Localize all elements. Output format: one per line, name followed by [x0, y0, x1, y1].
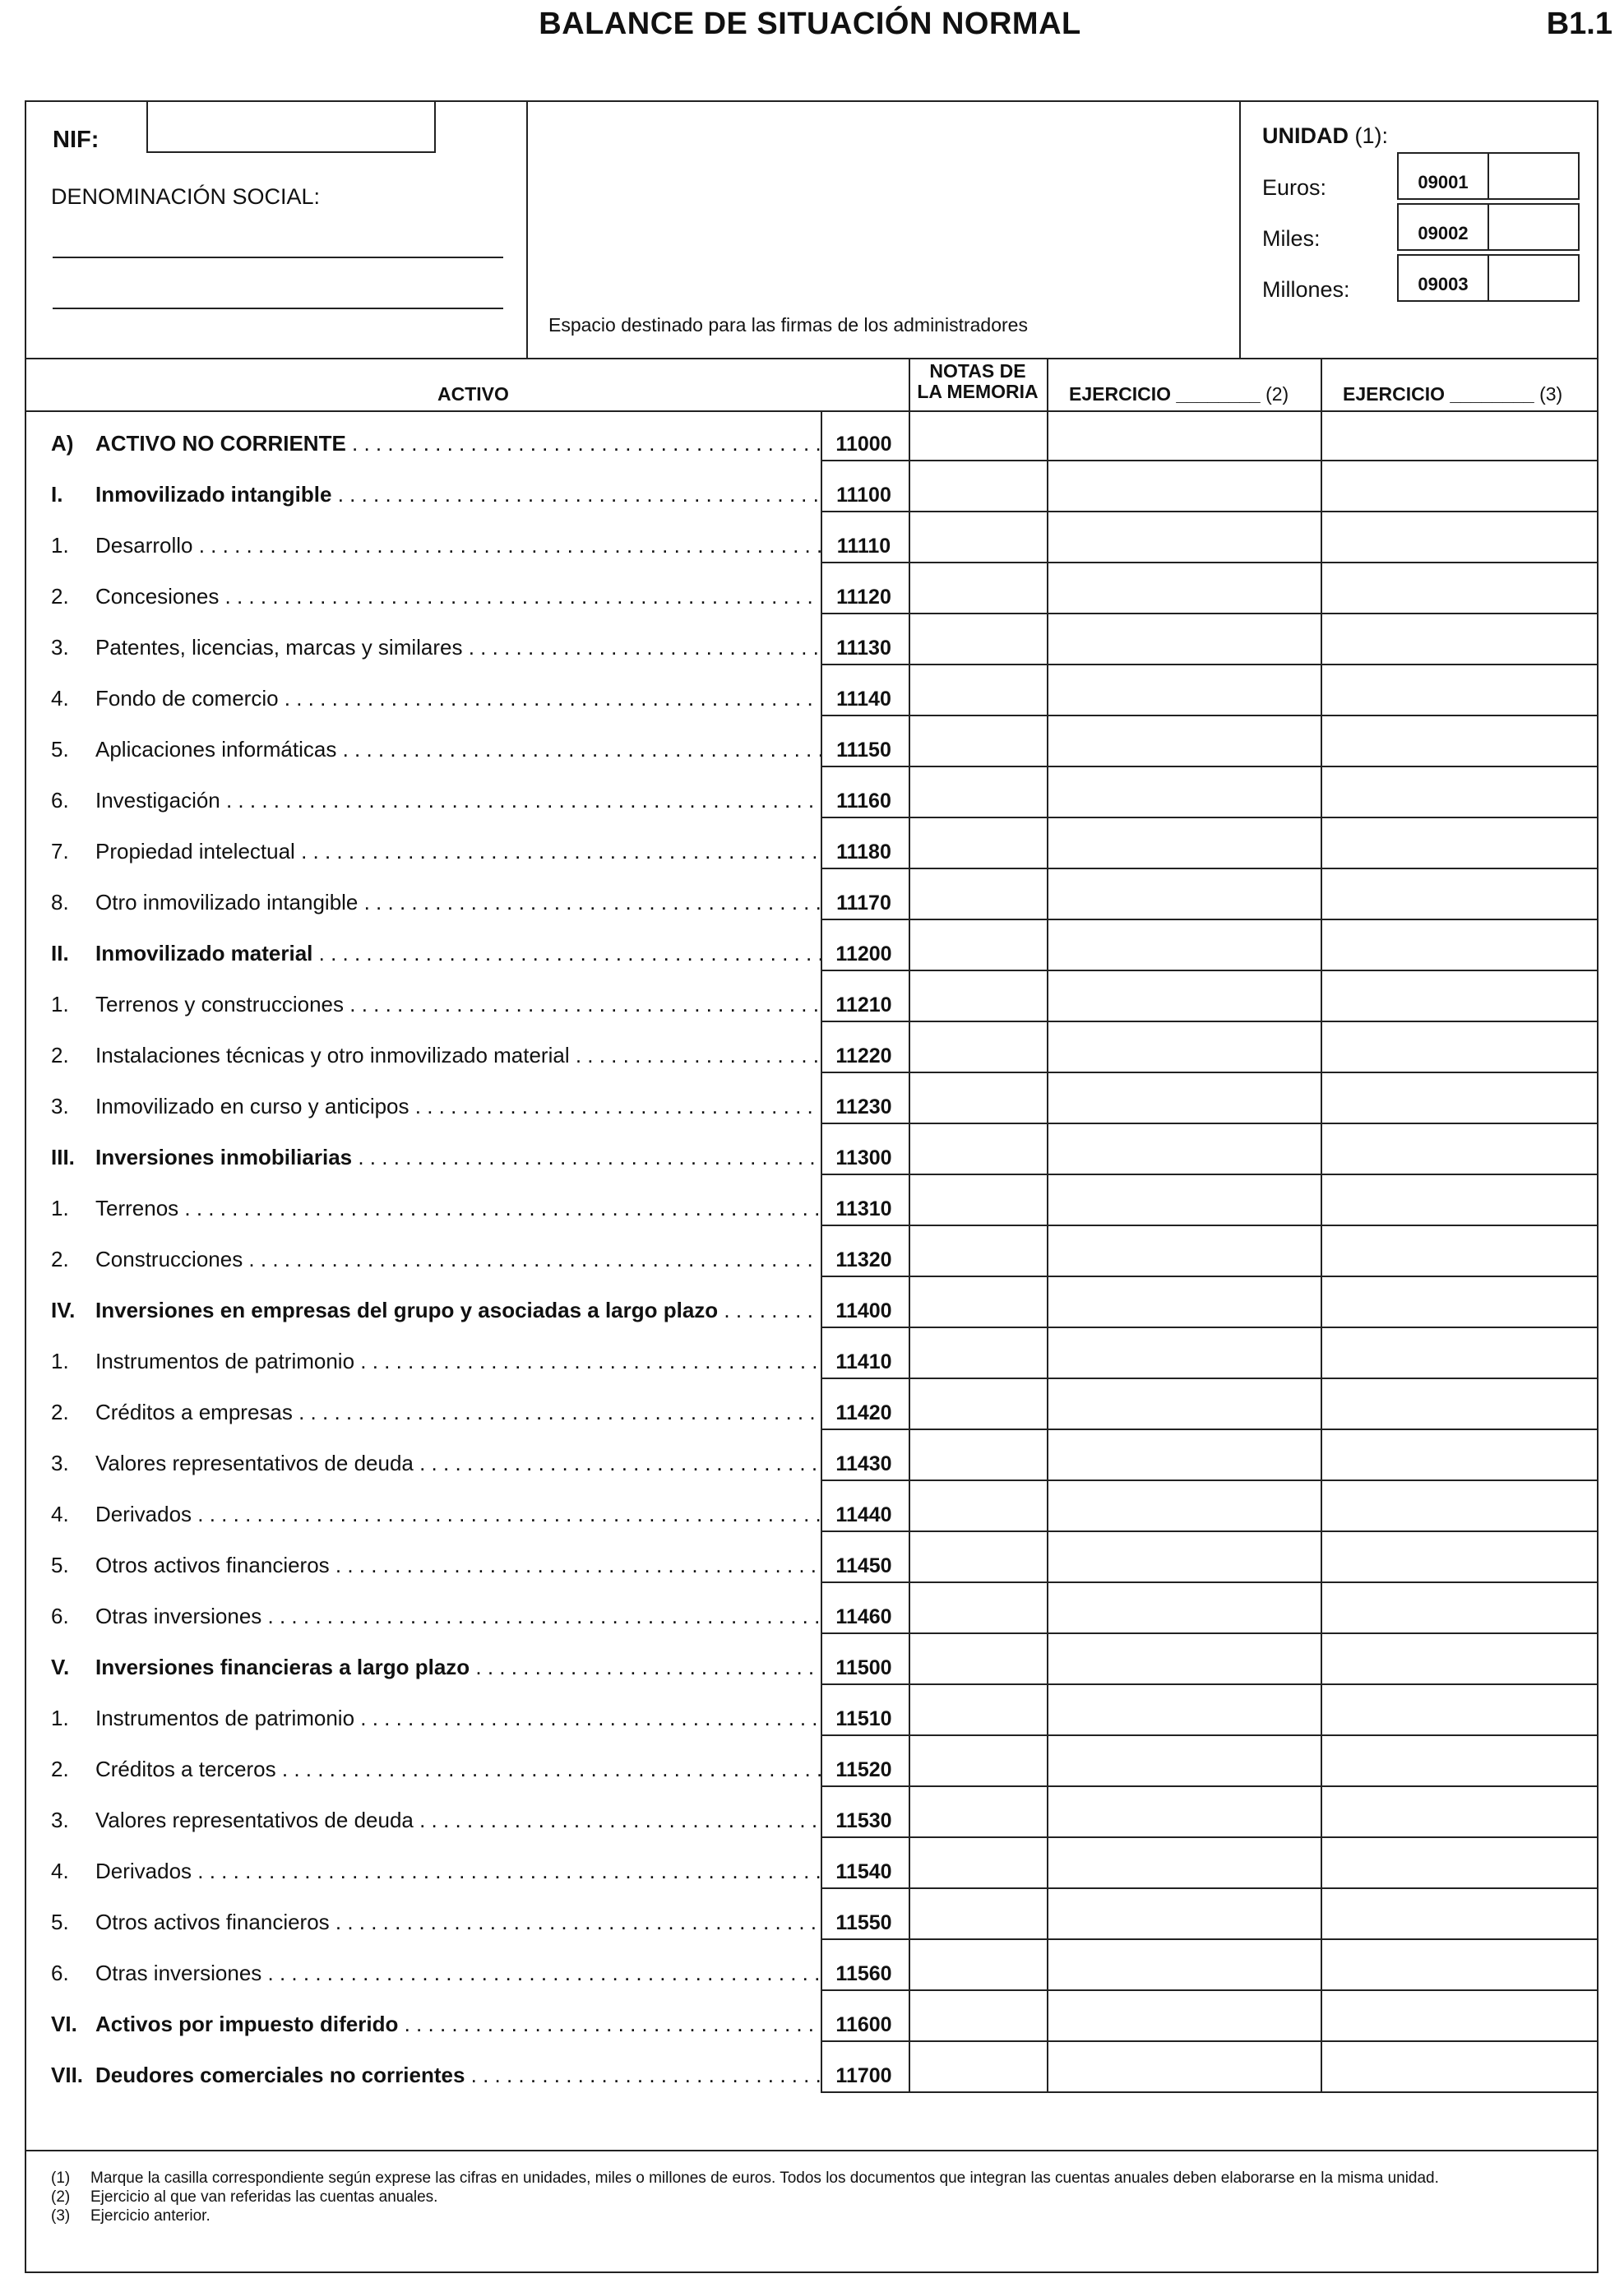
ejercicio-actual-cell[interactable] — [1047, 1175, 1321, 1226]
row-code: 11540 — [835, 1860, 892, 1883]
notas-cell[interactable] — [909, 1277, 1047, 1328]
ejercicio-anterior-cell[interactable] — [1321, 665, 1597, 716]
row-code: 11450 — [835, 1554, 892, 1577]
notas-cell[interactable] — [909, 971, 1047, 1022]
ejercicio-anterior-cell[interactable] — [1321, 1532, 1597, 1583]
notas-cell[interactable] — [909, 512, 1047, 563]
notas-cell[interactable] — [909, 767, 1047, 818]
ejercicio-actual-cell[interactable] — [1047, 1073, 1321, 1124]
column-header — [26, 358, 1597, 412]
row-number: 1. — [51, 1349, 69, 1373]
table-row — [26, 1736, 1597, 1787]
ejercicio-anterior-cell[interactable] — [1321, 410, 1597, 461]
ejercicio-actual-cell[interactable] — [1047, 1124, 1321, 1175]
unit-millones-checkbox[interactable] — [1488, 254, 1580, 302]
row-label: Créditos a empresas . . . — [95, 1400, 821, 1425]
row-number: 3. — [51, 635, 69, 660]
denominacion-label: DENOMINACIÓN SOCIAL: — [51, 184, 321, 209]
row-number: 5. — [51, 737, 69, 762]
row-code: 11440 — [835, 1503, 892, 1526]
row-label: Derivados . . . — [95, 1859, 821, 1884]
row-label: Deudores comerciales no corrientes . . . — [95, 2063, 821, 2088]
ejercicio-actual-cell[interactable] — [1047, 1583, 1321, 1634]
ejercicio-actual-cell[interactable] — [1047, 1736, 1321, 1787]
ejercicio-actual-cell[interactable] — [1047, 1379, 1321, 1430]
unidad-label: UNIDAD (1): — [1262, 123, 1389, 148]
ejercicio-actual-cell[interactable] — [1047, 512, 1321, 563]
ejercicio-actual-cell[interactable] — [1047, 1277, 1321, 1328]
row-label: Inversiones financieras a largo plazo . . . — [95, 1655, 821, 1680]
ejercicio-anterior-cell[interactable] — [1321, 1787, 1597, 1838]
ejercicio-actual-cell[interactable] — [1047, 1889, 1321, 1940]
table-row — [26, 1430, 1597, 1481]
notas-cell[interactable] — [909, 1073, 1047, 1124]
ejercicio-actual-cell[interactable] — [1047, 1022, 1321, 1073]
table-row — [26, 1787, 1597, 1838]
ejercicio-anterior-cell[interactable] — [1321, 563, 1597, 614]
page-title: BALANCE DE SITUACIÓN NORMAL — [539, 7, 1081, 41]
row-code: 11420 — [835, 1401, 892, 1424]
row-code: 11510 — [835, 1707, 892, 1730]
row-label: Instrumentos de patrimonio . . . — [95, 1706, 821, 1731]
row-code: 11140 — [836, 688, 891, 711]
table-row — [26, 1838, 1597, 1889]
row-number: VII. — [51, 2063, 84, 2087]
firmas-caption: Espacio destinado para las firmas de los administradores — [548, 314, 1028, 336]
ejercicio-anterior-cell[interactable] — [1321, 1022, 1597, 1073]
ejercicio-anterior-cell[interactable] — [1321, 818, 1597, 869]
ejercicio-anterior-cell[interactable] — [1321, 1073, 1597, 1124]
ejercicio-anterior-cell[interactable] — [1321, 2042, 1597, 2093]
row-label: Terrenos y construcciones . . . — [95, 992, 821, 1017]
unit-euros-checkbox[interactable] — [1488, 152, 1580, 200]
denominacion-line-1[interactable] — [53, 257, 503, 258]
table-row — [26, 1379, 1597, 1430]
unit-millones-code: 09003 — [1397, 254, 1489, 302]
unit-euros-code: 09001 — [1397, 152, 1489, 200]
unit-millones-label: Millones: — [1262, 277, 1350, 302]
ejercicio-actual-cell[interactable] — [1047, 1481, 1321, 1532]
notas-cell[interactable] — [909, 1175, 1047, 1226]
ejercicio-anterior-cell[interactable] — [1321, 971, 1597, 1022]
table-row — [26, 920, 1597, 971]
nif-input-box[interactable] — [146, 102, 436, 153]
ejercicio-anterior-cell[interactable] — [1321, 512, 1597, 563]
table-row — [26, 665, 1597, 716]
notas-cell[interactable] — [909, 1940, 1047, 1991]
col-divider — [1047, 358, 1048, 410]
ejercicio-actual-cell[interactable] — [1047, 716, 1321, 767]
table-row — [26, 1583, 1597, 1634]
notas-cell[interactable] — [909, 1991, 1047, 2042]
table-row — [26, 563, 1597, 614]
table-row — [26, 1175, 1597, 1226]
row-code: 11130 — [836, 637, 891, 660]
row-label: Valores representativos de deuda . . . — [95, 1451, 821, 1476]
table-row — [26, 767, 1597, 818]
row-code: 11550 — [835, 1911, 892, 1934]
ejercicio-anterior-cell[interactable] — [1321, 1991, 1597, 2042]
table-row — [26, 1022, 1597, 1073]
row-label: Instrumentos de patrimonio . . . — [95, 1349, 821, 1374]
footnote-1: (1) Marque la casilla correspondiente según exprese las cifras en unidades, miles o millones de euros. Todos los documentos que integran las cuentas anuales deben elaborarse en la misma unidad. — [51, 2170, 1439, 2187]
row-label: Activos por impuesto diferido . . . — [95, 2012, 821, 2037]
row-label: Otro inmovilizado intangible . . . — [95, 890, 821, 915]
notas-cell[interactable] — [909, 1328, 1047, 1379]
ejercicio-actual-cell[interactable] — [1047, 1991, 1321, 2042]
ejercicio-actual-cell[interactable] — [1047, 1634, 1321, 1685]
row-label: Derivados . . . — [95, 1502, 821, 1527]
table-row — [26, 410, 1597, 461]
ejercicio-anterior-cell[interactable] — [1321, 1736, 1597, 1787]
notas-cell[interactable] — [909, 1685, 1047, 1736]
row-number: VI. — [51, 2012, 77, 2036]
row-code: 11230 — [835, 1095, 892, 1118]
row-number: V. — [51, 1655, 70, 1679]
ejercicio-anterior-cell[interactable] — [1321, 1430, 1597, 1481]
unit-euros-label: Euros: — [1262, 175, 1327, 200]
table-row — [26, 614, 1597, 665]
row-label: Inmovilizado en curso y anticipos . . . — [95, 1094, 821, 1119]
ejercicio-anterior-cell[interactable] — [1321, 1838, 1597, 1889]
col-activo: ACTIVO — [437, 383, 509, 405]
row-number: 1. — [51, 533, 69, 558]
row-number: 7. — [51, 839, 69, 864]
table-row — [26, 818, 1597, 869]
row-label: Patentes, licencias, marcas y similares . . . — [95, 635, 821, 660]
row-code: 11100 — [836, 484, 891, 507]
ejercicio-anterior-cell[interactable] — [1321, 1277, 1597, 1328]
table-row — [26, 971, 1597, 1022]
row-number: 2. — [51, 1247, 69, 1271]
row-code: 11300 — [835, 1146, 892, 1169]
row-label: Desarrollo . . . — [95, 533, 821, 558]
table-row — [26, 1328, 1597, 1379]
ejercicio-actual-cell[interactable] — [1047, 1838, 1321, 1889]
row-label: Concesiones . . . — [95, 584, 821, 609]
ejercicio-anterior-cell[interactable] — [1321, 767, 1597, 818]
ejercicio-actual-cell[interactable] — [1047, 869, 1321, 920]
ejercicio-anterior-cell[interactable] — [1321, 461, 1597, 512]
row-label: Instalaciones técnicas y otro inmovilizado material . . . — [95, 1043, 821, 1068]
ejercicio-actual-cell[interactable] — [1047, 1532, 1321, 1583]
row-number: 4. — [51, 1859, 69, 1883]
ejercicio-actual-cell[interactable] — [1047, 1787, 1321, 1838]
row-number: 1. — [51, 1706, 69, 1730]
row-number: 6. — [51, 1961, 69, 1985]
notas-cell[interactable] — [909, 1022, 1047, 1073]
ejercicio-anterior-cell[interactable] — [1321, 1328, 1597, 1379]
table-row — [26, 1481, 1597, 1532]
row-number: 5. — [51, 1910, 69, 1934]
row-code: 11170 — [836, 891, 891, 915]
row-number: 4. — [51, 1502, 69, 1526]
ejercicio-actual-cell[interactable] — [1047, 1940, 1321, 1991]
row-code: 11110 — [836, 535, 891, 558]
notas-cell[interactable] — [909, 1226, 1047, 1277]
row-number: 3. — [51, 1808, 69, 1832]
ejercicio-anterior-cell[interactable] — [1321, 1940, 1597, 1991]
ejercicio-actual-cell[interactable] — [1047, 614, 1321, 665]
row-code: 11700 — [835, 2064, 892, 2087]
row-label: Otras inversiones . . . — [95, 1604, 821, 1629]
row-number: II. — [51, 941, 69, 966]
table-row — [26, 1889, 1597, 1940]
row-number: 3. — [51, 1094, 69, 1118]
row-label: Propiedad intelectual . . . — [95, 839, 821, 864]
col-ejercicio-anterior: EJERCICIO ________ (3) — [1343, 383, 1563, 405]
row-number: 6. — [51, 1604, 69, 1628]
row-label: Inmovilizado material . . . — [95, 941, 821, 966]
row-code: 11200 — [835, 942, 892, 966]
row-code: 11430 — [835, 1452, 892, 1475]
row-code: 11520 — [835, 1758, 892, 1781]
row-label: Terrenos . . . — [95, 1196, 821, 1221]
denominacion-line-2[interactable] — [53, 308, 503, 309]
row-code: 11160 — [836, 790, 891, 813]
row-number: 2. — [51, 1757, 69, 1781]
ejercicio-anterior-cell[interactable] — [1321, 869, 1597, 920]
table-row — [26, 1124, 1597, 1175]
ejercicio-anterior-cell[interactable] — [1321, 1889, 1597, 1940]
ejercicio-anterior-cell[interactable] — [1321, 716, 1597, 767]
row-label: Investigación . . . — [95, 788, 821, 813]
table-row — [26, 1073, 1597, 1124]
table-row — [26, 1940, 1597, 1991]
form-header — [26, 102, 1597, 359]
form-frame — [25, 100, 1599, 2273]
ejercicio-anterior-cell[interactable] — [1321, 1124, 1597, 1175]
row-label: Inversiones en empresas del grupo y asociadas a largo plazo . . . — [95, 1298, 821, 1323]
col-ejercicio-actual: EJERCICIO ________ (2) — [1069, 383, 1289, 405]
row-code: 11220 — [835, 1044, 892, 1067]
notas-cell[interactable] — [909, 2042, 1047, 2093]
notas-cell[interactable] — [909, 461, 1047, 512]
row-code: 11210 — [835, 993, 892, 1016]
footnotes — [26, 2150, 1597, 2225]
row-number: 1. — [51, 1196, 69, 1220]
table-row — [26, 461, 1597, 512]
col-divider — [1321, 358, 1322, 410]
row-code: 11310 — [835, 1197, 892, 1220]
row-code: 11600 — [835, 2013, 892, 2036]
row-code: 11460 — [835, 1605, 892, 1628]
table-row — [26, 512, 1597, 563]
notas-cell[interactable] — [909, 920, 1047, 971]
footnote-2: (2) Ejercicio al que van referidas las cuentas anuales. — [51, 2188, 438, 2206]
row-number: III. — [51, 1145, 75, 1169]
row-label: Créditos a terceros . . . — [95, 1757, 821, 1782]
notas-cell[interactable] — [909, 1736, 1047, 1787]
unit-miles-checkbox[interactable] — [1488, 203, 1580, 251]
ejercicio-anterior-cell[interactable] — [1321, 1175, 1597, 1226]
row-label: Fondo de comercio . . . — [95, 686, 821, 711]
ejercicio-actual-cell[interactable] — [1047, 1328, 1321, 1379]
row-code: 11530 — [835, 1809, 892, 1832]
notas-cell[interactable] — [909, 1787, 1047, 1838]
row-number: I. — [51, 482, 63, 507]
notas-cell[interactable] — [909, 1379, 1047, 1430]
row-code: 11000 — [835, 433, 892, 456]
row-number: 3. — [51, 1451, 69, 1475]
row-number: 2. — [51, 1400, 69, 1424]
row-code: 11500 — [835, 1656, 892, 1679]
ejercicio-actual-cell[interactable] — [1047, 971, 1321, 1022]
row-number: 5. — [51, 1553, 69, 1577]
notas-cell[interactable] — [909, 1124, 1047, 1175]
table-row — [26, 2042, 1597, 2093]
table-row — [26, 1226, 1597, 1277]
row-label: Otros activos financieros . . . — [95, 1910, 821, 1935]
col-notas: NOTAS DE LA MEMORIA — [917, 360, 1039, 402]
row-label: Inversiones inmobiliarias . . . — [95, 1145, 821, 1170]
ejercicio-actual-cell[interactable] — [1047, 767, 1321, 818]
notas-cell[interactable] — [909, 869, 1047, 920]
ejercicio-actual-cell[interactable] — [1047, 818, 1321, 869]
notas-cell[interactable] — [909, 716, 1047, 767]
header-divider-left — [526, 102, 528, 358]
nif-label: NIF: — [53, 127, 99, 153]
row-code: 11120 — [836, 586, 891, 609]
row-label: Otros activos financieros . . . — [95, 1553, 821, 1578]
unit-miles-code: 09002 — [1397, 203, 1489, 251]
row-number: 8. — [51, 890, 69, 915]
row-code: 11560 — [835, 1962, 892, 1985]
row-number: 6. — [51, 788, 69, 813]
row-label: Otras inversiones . . . — [95, 1961, 821, 1986]
ejercicio-actual-cell[interactable] — [1047, 920, 1321, 971]
row-label: Construcciones . . . — [95, 1247, 821, 1272]
table-row — [26, 1685, 1597, 1736]
table-row — [26, 716, 1597, 767]
row-code: 11410 — [835, 1350, 892, 1373]
table-row — [26, 1991, 1597, 2042]
notas-cell[interactable] — [909, 563, 1047, 614]
row-code: 11150 — [836, 739, 891, 762]
ejercicio-actual-cell[interactable] — [1047, 1226, 1321, 1277]
row-number: 2. — [51, 1043, 69, 1067]
ejercicio-actual-cell[interactable] — [1047, 2042, 1321, 2093]
ejercicio-anterior-cell[interactable] — [1321, 1226, 1597, 1277]
notas-cell[interactable] — [909, 1634, 1047, 1685]
row-number: 2. — [51, 584, 69, 609]
notas-cell[interactable] — [909, 1481, 1047, 1532]
row-number: A) — [51, 431, 74, 456]
row-label: Aplicaciones informáticas . . . — [95, 737, 821, 762]
ejercicio-anterior-cell[interactable] — [1321, 1634, 1597, 1685]
row-code: 11400 — [835, 1299, 892, 1322]
notas-cell[interactable] — [909, 1838, 1047, 1889]
ejercicio-anterior-cell[interactable] — [1321, 1685, 1597, 1736]
row-code: 11180 — [836, 840, 891, 864]
ejercicio-actual-cell[interactable] — [1047, 665, 1321, 716]
ejercicio-anterior-cell[interactable] — [1321, 1379, 1597, 1430]
row-code: 11320 — [835, 1248, 892, 1271]
row-number: 1. — [51, 992, 69, 1016]
row-label: ACTIVO NO CORRIENTE . . . — [95, 431, 821, 456]
ejercicio-anterior-cell[interactable] — [1321, 614, 1597, 665]
table-row — [26, 869, 1597, 920]
row-label: Inmovilizado intangible . . . — [95, 482, 821, 507]
row-number: IV. — [51, 1298, 76, 1322]
ejercicio-actual-cell[interactable] — [1047, 1430, 1321, 1481]
form-code: B1.1 — [1546, 7, 1612, 41]
notas-cell[interactable] — [909, 410, 1047, 461]
notas-cell[interactable] — [909, 665, 1047, 716]
notas-cell[interactable] — [909, 1889, 1047, 1940]
row-label: Valores representativos de deuda . . . — [95, 1808, 821, 1833]
ejercicio-actual-cell[interactable] — [1047, 461, 1321, 512]
ejercicio-anterior-cell[interactable] — [1321, 1481, 1597, 1532]
unit-miles-label: Miles: — [1262, 226, 1321, 251]
notas-cell[interactable] — [909, 1532, 1047, 1583]
ejercicio-actual-cell[interactable] — [1047, 1685, 1321, 1736]
footnote-3: (3) Ejercicio anterior. — [51, 2207, 211, 2225]
ejercicio-anterior-cell[interactable] — [1321, 1583, 1597, 1634]
ejercicio-actual-cell[interactable] — [1047, 410, 1321, 461]
notas-cell[interactable] — [909, 614, 1047, 665]
table-row — [26, 1277, 1597, 1328]
notas-cell[interactable] — [909, 1430, 1047, 1481]
ejercicio-actual-cell[interactable] — [1047, 563, 1321, 614]
notas-cell[interactable] — [909, 818, 1047, 869]
table-row — [26, 1634, 1597, 1685]
ejercicio-anterior-cell[interactable] — [1321, 920, 1597, 971]
header-divider-right — [1239, 102, 1241, 358]
table-row — [26, 1532, 1597, 1583]
row-number: 4. — [51, 686, 69, 711]
notas-cell[interactable] — [909, 1583, 1047, 1634]
